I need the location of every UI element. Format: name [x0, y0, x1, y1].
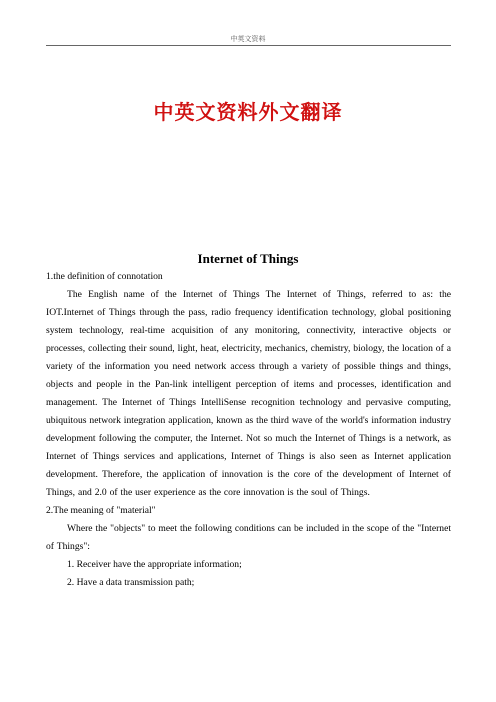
paragraph-definition: The English name of the Internet of Things The Internet of Things, referred to as: the IOT.Internet of Things through the pass, radio frequency identification technology, global positioning system technology, real-time acquisition of any monitoring, connectivity, interactive objects or processes, collecting their sound, light, heat, electricity, mechanics, chemistry, biology, the location of a variety of the information you need network access through a variety of possible things and things, objects and people in the Pan-link intelligent perception of items and processes, identification and management. The Internet of Things IntelliSense recognition technology and pervasive computing, ubiquitous network integration application, known as the third wave of the world's information industry development following the computer, the Internet. Not so much the Internet of Things is a network, as Internet of Things services and applications, Internet of Things is also seen as Internet application development. Therefore, the application of innovation is the core of the development of Internet of Things, and 2.0 of the user experience as the core innovation is the soul of Things. — [46, 289, 451, 498]
document-body — [46, 268, 451, 592]
header-divider — [46, 45, 451, 46]
running-header: 中英文资料 — [230, 35, 266, 43]
list-item: 2. Have a data transmission path; — [67, 577, 195, 588]
paragraph-material: Where the "objects" to meet the following conditions can be included in the scope of the "Internet of Things": — [46, 523, 451, 552]
section-title: Internet of Things — [197, 251, 299, 266]
subheading-material: 2.The meaning of "material" — [46, 505, 156, 516]
list-item: 1. Receiver have the appropriate information; — [67, 559, 242, 570]
document-title: 中英文资料外文翻译 — [153, 100, 343, 124]
subheading-definition: 1.the definition of connotation — [46, 271, 163, 282]
